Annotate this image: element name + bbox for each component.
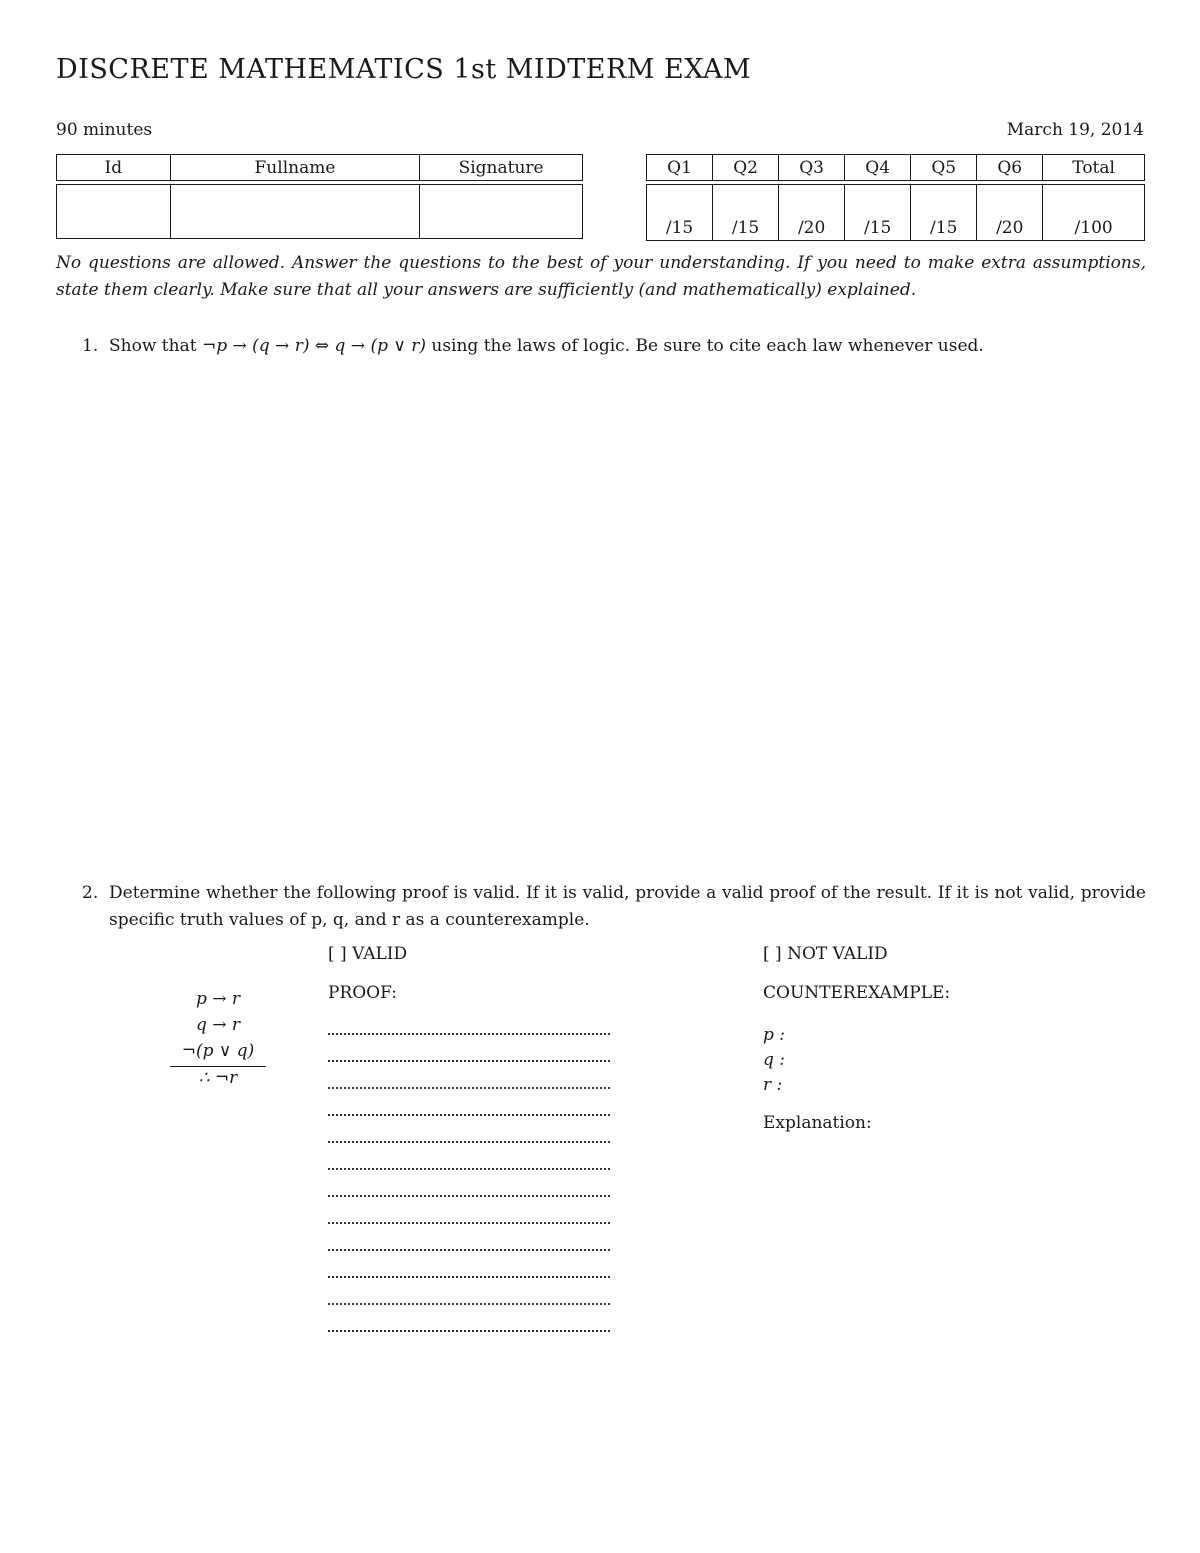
exam-title: DISCRETE MATHEMATICS 1st MIDTERM EXAM: [56, 54, 752, 85]
q1-header: Q1: [647, 155, 713, 181]
q2-score-cell[interactable]: /15: [713, 185, 779, 241]
total-score-cell[interactable]: /100: [1043, 185, 1145, 241]
score-table: [646, 154, 1145, 241]
counter-p[interactable]: p :: [763, 1025, 786, 1045]
q6-score-cell[interactable]: /20: [977, 185, 1043, 241]
id-field[interactable]: [57, 185, 171, 239]
proof-line[interactable]: [328, 1031, 610, 1035]
signature-header: Signature: [420, 155, 583, 181]
q3-header: Q3: [779, 155, 845, 181]
fullname-header: Fullname: [170, 155, 420, 181]
q5-header: Q5: [911, 155, 977, 181]
proof-line[interactable]: [328, 1247, 610, 1251]
question-2-number: 2.: [82, 883, 99, 903]
proof-line[interactable]: [328, 1058, 610, 1062]
q5-score-cell[interactable]: /15: [911, 185, 977, 241]
exam-date: March 19, 2014: [1006, 120, 1144, 140]
fullname-field[interactable]: [170, 185, 420, 239]
proof-line[interactable]: [328, 1193, 610, 1197]
signature-field[interactable]: [420, 185, 583, 239]
premise-2: q → r: [195, 1015, 241, 1035]
valid-checkbox[interactable]: [ ] VALID: [328, 944, 408, 964]
proof-line[interactable]: [328, 1166, 610, 1170]
id-header: Id: [57, 155, 171, 181]
question-1-number: 1.: [82, 336, 99, 356]
exam-duration: 90 minutes: [56, 120, 153, 140]
proof-label: PROOF:: [328, 983, 398, 1003]
argument-premises: [170, 986, 266, 1089]
proof-line[interactable]: [328, 1328, 610, 1332]
question-1-suffix: using the laws of logic. Be sure to cite each law whenever used.: [431, 336, 984, 356]
premise-3: ¬(p ∨ q): [181, 1041, 255, 1061]
proof-line[interactable]: [328, 1139, 610, 1143]
q3-score-cell[interactable]: /20: [779, 185, 845, 241]
counter-q[interactable]: q :: [763, 1050, 786, 1070]
q4-header: Q4: [845, 155, 911, 181]
question-1-prefix: Show that: [109, 336, 197, 356]
counter-r[interactable]: r :: [763, 1075, 783, 1095]
proof-line[interactable]: [328, 1085, 610, 1089]
instructions: No questions are allowed. Answer the questions to the best of your understanding. If you need to make extra assumptions, state them clearly. Make sure that all your answers are sufficiently (and mathematically) explained.: [56, 253, 1146, 300]
q4-score-cell[interactable]: /15: [845, 185, 911, 241]
student-info-table: [56, 154, 583, 239]
q2-header: Q2: [713, 155, 779, 181]
q1-score-cell[interactable]: /15: [647, 185, 713, 241]
proof-line[interactable]: [328, 1220, 610, 1224]
question-2-text: Determine whether the following proof is valid. If it is valid, provide a valid proof of the result. If it is not valid, provide specific truth values of p, q, and r as a counterexample.: [109, 883, 1146, 930]
proof-line[interactable]: [328, 1112, 610, 1116]
conclusion: ∴ ¬r: [198, 1068, 238, 1088]
total-header: Total: [1043, 155, 1145, 181]
proof-line[interactable]: [328, 1301, 610, 1305]
counterexample-label: COUNTEREXAMPLE:: [763, 983, 951, 1003]
premise-1: p → r: [195, 989, 241, 1009]
not-valid-checkbox[interactable]: [ ] NOT VALID: [763, 944, 888, 964]
question-1-formula: ¬p → (q → r) ⇔ q → (p ∨ r): [201, 336, 426, 356]
proof-line[interactable]: [328, 1274, 610, 1278]
explanation-label: Explanation:: [763, 1113, 872, 1133]
q6-header: Q6: [977, 155, 1043, 181]
